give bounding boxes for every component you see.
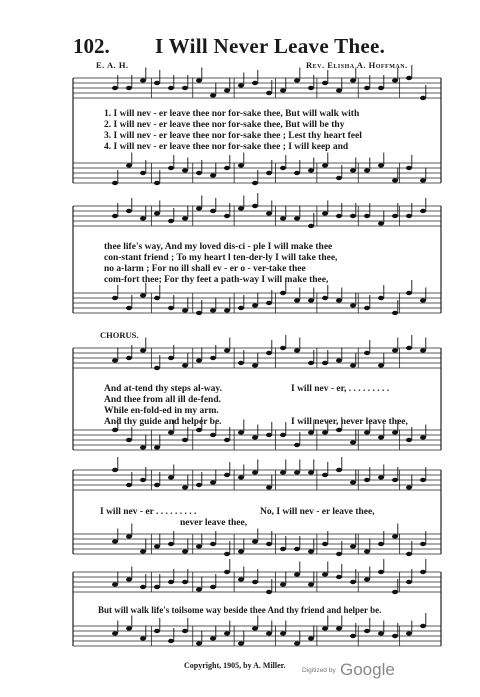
digitized-by-label: Digitized by (302, 667, 336, 674)
verse-3-line-1: 3. I will nev - er leave thee nor for-sake thee ; Lest thy heart feel (104, 131, 362, 141)
verse-1-line-1: 1. I will nev - er leave thee nor for-sake thee, But will walk with (104, 109, 360, 119)
verse-3-line-3: While en-fold-ed in my arm. (104, 406, 219, 416)
chorus-line-5: But will walk life's toilsome way beside thee And thy friend and helper be. (98, 605, 382, 615)
chorus-line-3b: I will never, never leave thee, (291, 417, 408, 427)
google-logo: Google (340, 660, 395, 679)
copyright-notice: Copyright, 1905, by A. Miller. (184, 661, 286, 670)
chorus-line-3a: I will nev - er, . . . . . . . . . (291, 384, 390, 394)
verse-2-line-2: con-stant friend ; To my heart l ten-der-ly I will take thee, (104, 253, 338, 263)
verse-4-line-2: com-fort thee; For thy feet a path-way I will make thee, (104, 275, 329, 285)
verse-1-line-3: And at-tend thy steps al-way. (104, 384, 222, 394)
chorus-line-4a: I will nev - er . . . . . . . . . (100, 507, 197, 517)
verse-4-line-3: And thy guide and helper be. (104, 417, 222, 427)
chorus-line-4c: never leave thee, (180, 518, 248, 528)
hymn-number: 102. (73, 34, 110, 58)
verse-4-line-1: 4. I will nev - er leave thee nor for-sake thee ; I will keep and (104, 142, 349, 152)
verse-3-line-2: no a-larm ; For no ill shall ev - er o - ver-take thee (104, 264, 306, 274)
chorus-line-4b: No, I will nev - er leave thee, (260, 507, 375, 517)
hymn-title: I Will Never Leave Thee. (155, 34, 386, 58)
composer-credit: E. A. H. (96, 60, 129, 70)
author-credit: Rev. Elisha A. Hoffman. (306, 60, 408, 70)
chorus-label: CHORUS. (100, 330, 139, 340)
verse-1-line-2: thee life's way, And my loved dis-ci - ple I will make thee (104, 242, 333, 252)
verse-2-line-3: And thee from all ill de-fend. (104, 395, 221, 405)
verse-2-line-1: 2. I will nev - er leave thee nor for-sake thee, But will be thy (104, 120, 345, 130)
